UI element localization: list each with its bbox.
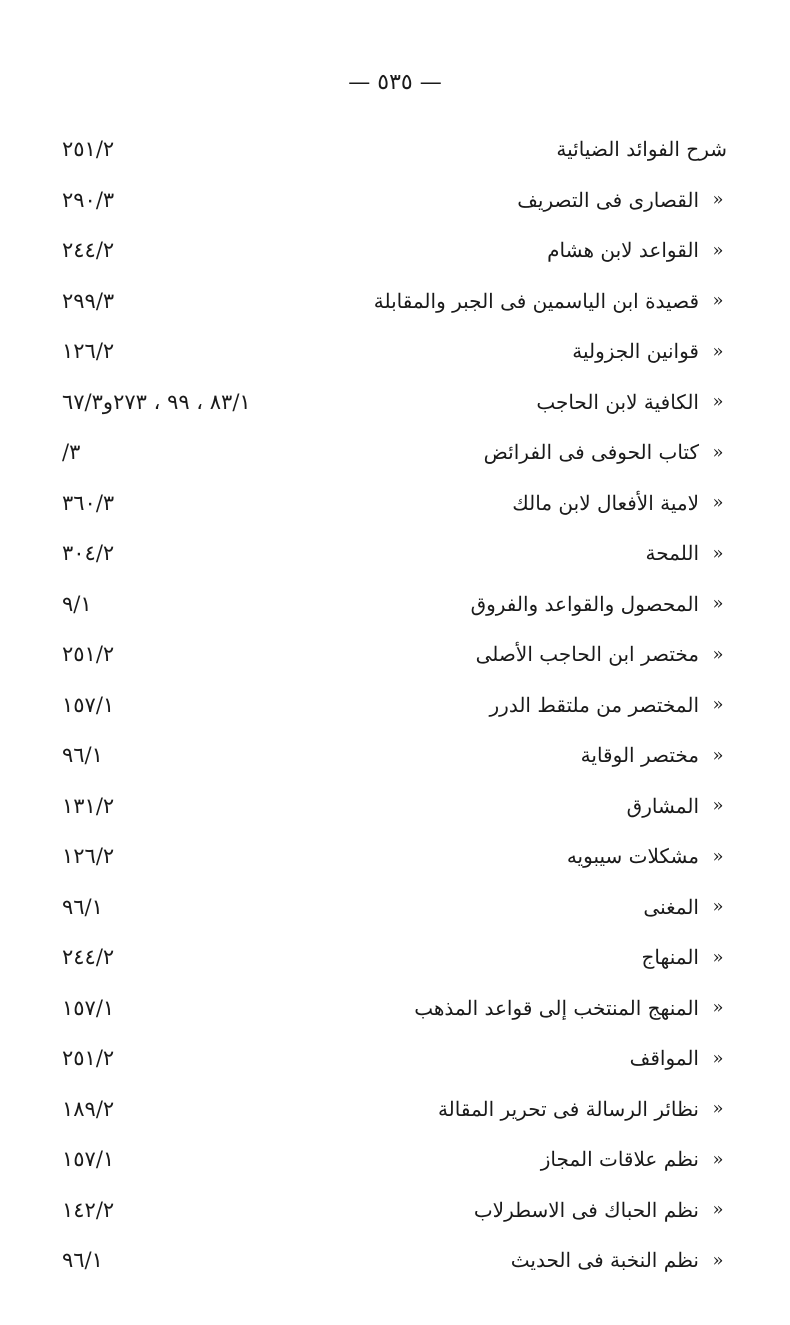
entry-book-title: نظم علاقات المجاز — [540, 1147, 699, 1172]
entry-volume-page-reference: ٣٠٤/٢ — [62, 541, 115, 566]
entry-ditto-mark: « — [712, 896, 724, 918]
entry-title-group — [511, 1248, 727, 1272]
entry-title-group — [572, 339, 727, 363]
entry-book-title: قوانين الجزولية — [572, 339, 699, 364]
entry-volume-page-reference: ٢٥١/٢ — [62, 137, 115, 162]
entry-volume-page-reference: ٢٥١/٢ — [62, 1046, 115, 1071]
entry-volume-page-reference: ٩/١ — [62, 591, 92, 616]
entry-book-title: مختصر ابن الحاجب الأصلى — [475, 642, 699, 667]
entry-ditto-mark: « — [712, 694, 724, 716]
page-number: — ٥٣٥ — — [348, 70, 442, 95]
index-entry — [62, 1185, 727, 1236]
index-entry — [62, 1033, 727, 1084]
entry-ditto-mark: « — [712, 542, 724, 564]
entry-volume-page-reference: ١٢٦/٢ — [62, 844, 115, 869]
index-entry — [62, 1134, 727, 1185]
entry-title-group — [512, 491, 727, 515]
entry-ditto-mark: « — [712, 239, 724, 261]
index-entries-list — [62, 124, 727, 1286]
entry-ditto-mark: « — [712, 643, 724, 665]
index-entry — [62, 983, 727, 1034]
entry-book-title: مشكلات سيبويه — [566, 844, 699, 869]
entry-book-title: المشارق — [626, 793, 699, 818]
index-entry — [62, 629, 727, 680]
entry-volume-page-reference: ١٥٧/١ — [62, 692, 115, 717]
entry-book-title: القصارى فى التصريف — [517, 187, 699, 212]
entry-book-title: المغنى — [643, 894, 699, 919]
entry-volume-page-reference: ٢٤٤/٢ — [62, 945, 115, 970]
entry-ditto-mark: « — [712, 744, 724, 766]
entry-book-title: المنهاج — [641, 945, 699, 970]
index-entry — [62, 124, 727, 175]
entry-ditto-mark: « — [712, 492, 724, 514]
entry-book-title: نظائر الرسالة فى تحرير المقالة — [437, 1096, 699, 1121]
entry-book-title: لامية الأفعال لابن مالك — [512, 490, 699, 515]
entry-volume-page-reference: ٨٣/١ ، ٩٩ ، ٢٧٣و٦٧/٣ — [62, 389, 251, 414]
entry-title-group — [471, 592, 727, 616]
entry-book-title: المختصر من ملتقط الدرر — [489, 692, 699, 717]
entry-ditto-mark: « — [712, 1098, 724, 1120]
entry-title-group — [642, 945, 727, 969]
entry-ditto-mark: « — [712, 1148, 724, 1170]
entry-book-title: المواقف — [629, 1046, 699, 1071]
entry-volume-page-reference: ٣٦٠/٣ — [62, 490, 115, 515]
index-entry — [62, 175, 727, 226]
entry-title-group — [646, 541, 727, 565]
index-entry — [62, 831, 727, 882]
index-entry — [62, 730, 727, 781]
entry-book-title: الكافية لابن الحاجب — [536, 389, 699, 414]
entry-ditto-mark: « — [712, 1047, 724, 1069]
entry-book-title: شرح الفوائد الضيائية — [556, 137, 727, 162]
entry-volume-page-reference: ٩٦/١ — [62, 894, 103, 919]
index-entry — [62, 1235, 727, 1286]
index-entry — [62, 326, 727, 377]
entry-volume-page-reference: ١٣١/٢ — [62, 793, 115, 818]
entry-title-group — [414, 996, 727, 1020]
entry-book-title: نظم الحباك فى الاسطرلاب — [473, 1197, 699, 1222]
entry-title-group — [476, 642, 727, 666]
index-entry — [62, 932, 727, 983]
entry-volume-page-reference: /٣ — [62, 440, 81, 465]
entry-ditto-mark: « — [712, 340, 724, 362]
entry-ditto-mark: « — [712, 290, 724, 312]
entry-book-title: اللمحة — [645, 541, 699, 566]
entry-volume-page-reference: ١٥٧/١ — [62, 995, 115, 1020]
entry-volume-page-reference: ٢٥١/٢ — [62, 642, 115, 667]
entry-title-group — [541, 1147, 727, 1171]
entry-book-title: نظم النخبة فى الحديث — [510, 1248, 699, 1273]
entry-ditto-mark: « — [712, 845, 724, 867]
entry-title-group — [581, 743, 727, 767]
entry-title-group — [536, 390, 727, 414]
index-entry — [62, 579, 727, 630]
entry-volume-page-reference: ١٨٩/٢ — [62, 1096, 115, 1121]
index-entry — [62, 225, 727, 276]
entry-volume-page-reference: ٢٤٤/٢ — [62, 238, 115, 263]
entry-title-group — [374, 289, 727, 313]
index-entry — [62, 528, 727, 579]
entry-title-group — [474, 1198, 727, 1222]
entry-volume-page-reference: ١٤٢/٢ — [62, 1197, 115, 1222]
entry-volume-page-reference: ١٥٧/١ — [62, 1147, 115, 1172]
entry-title-group — [490, 693, 727, 717]
entry-book-title: المحصول والقواعد والفروق — [470, 591, 699, 616]
entry-book-title: قصيدة ابن الياسمين فى الجبر والمقابلة — [373, 288, 699, 313]
entry-ditto-mark: « — [712, 1199, 724, 1221]
entry-title-group — [627, 794, 727, 818]
index-entry — [62, 680, 727, 731]
index-entry — [62, 276, 727, 327]
entry-book-title: مختصر الوقاية — [580, 743, 699, 768]
entry-ditto-mark: « — [712, 391, 724, 413]
entry-book-title: القواعد لابن هشام — [547, 238, 699, 263]
entry-title-group — [567, 844, 727, 868]
entry-title-group — [484, 440, 727, 464]
entry-ditto-mark: « — [712, 593, 724, 615]
entry-title-group — [438, 1097, 727, 1121]
entry-volume-page-reference: ٢٩٩/٣ — [62, 288, 115, 313]
entry-volume-page-reference: ١٢٦/٢ — [62, 339, 115, 364]
entry-ditto-mark: « — [712, 997, 724, 1019]
index-entry — [62, 882, 727, 933]
entry-volume-page-reference: ٩٦/١ — [62, 743, 103, 768]
entry-title-group — [643, 895, 727, 919]
entry-ditto-mark: « — [712, 1249, 724, 1271]
entry-title-group — [517, 188, 727, 212]
entry-ditto-mark: « — [712, 795, 724, 817]
entry-volume-page-reference: ٢٩٠/٣ — [62, 187, 115, 212]
index-entry — [62, 427, 727, 478]
entry-title-group — [547, 238, 727, 262]
entry-title-group — [556, 137, 727, 161]
entry-title-group — [630, 1046, 727, 1070]
entry-ditto-mark: « — [712, 946, 724, 968]
index-entry — [62, 377, 727, 428]
entry-ditto-mark: « — [712, 441, 724, 463]
index-entry — [62, 781, 727, 832]
entry-book-title: كتاب الحوفى فى الفرائض — [483, 440, 699, 465]
index-entry — [62, 478, 727, 529]
entry-ditto-mark: « — [712, 189, 724, 211]
entry-book-title: المنهج المنتخب إلى قواعد المذهب — [414, 995, 699, 1020]
index-entry — [62, 1084, 727, 1135]
entry-volume-page-reference: ٩٦/١ — [62, 1248, 103, 1273]
